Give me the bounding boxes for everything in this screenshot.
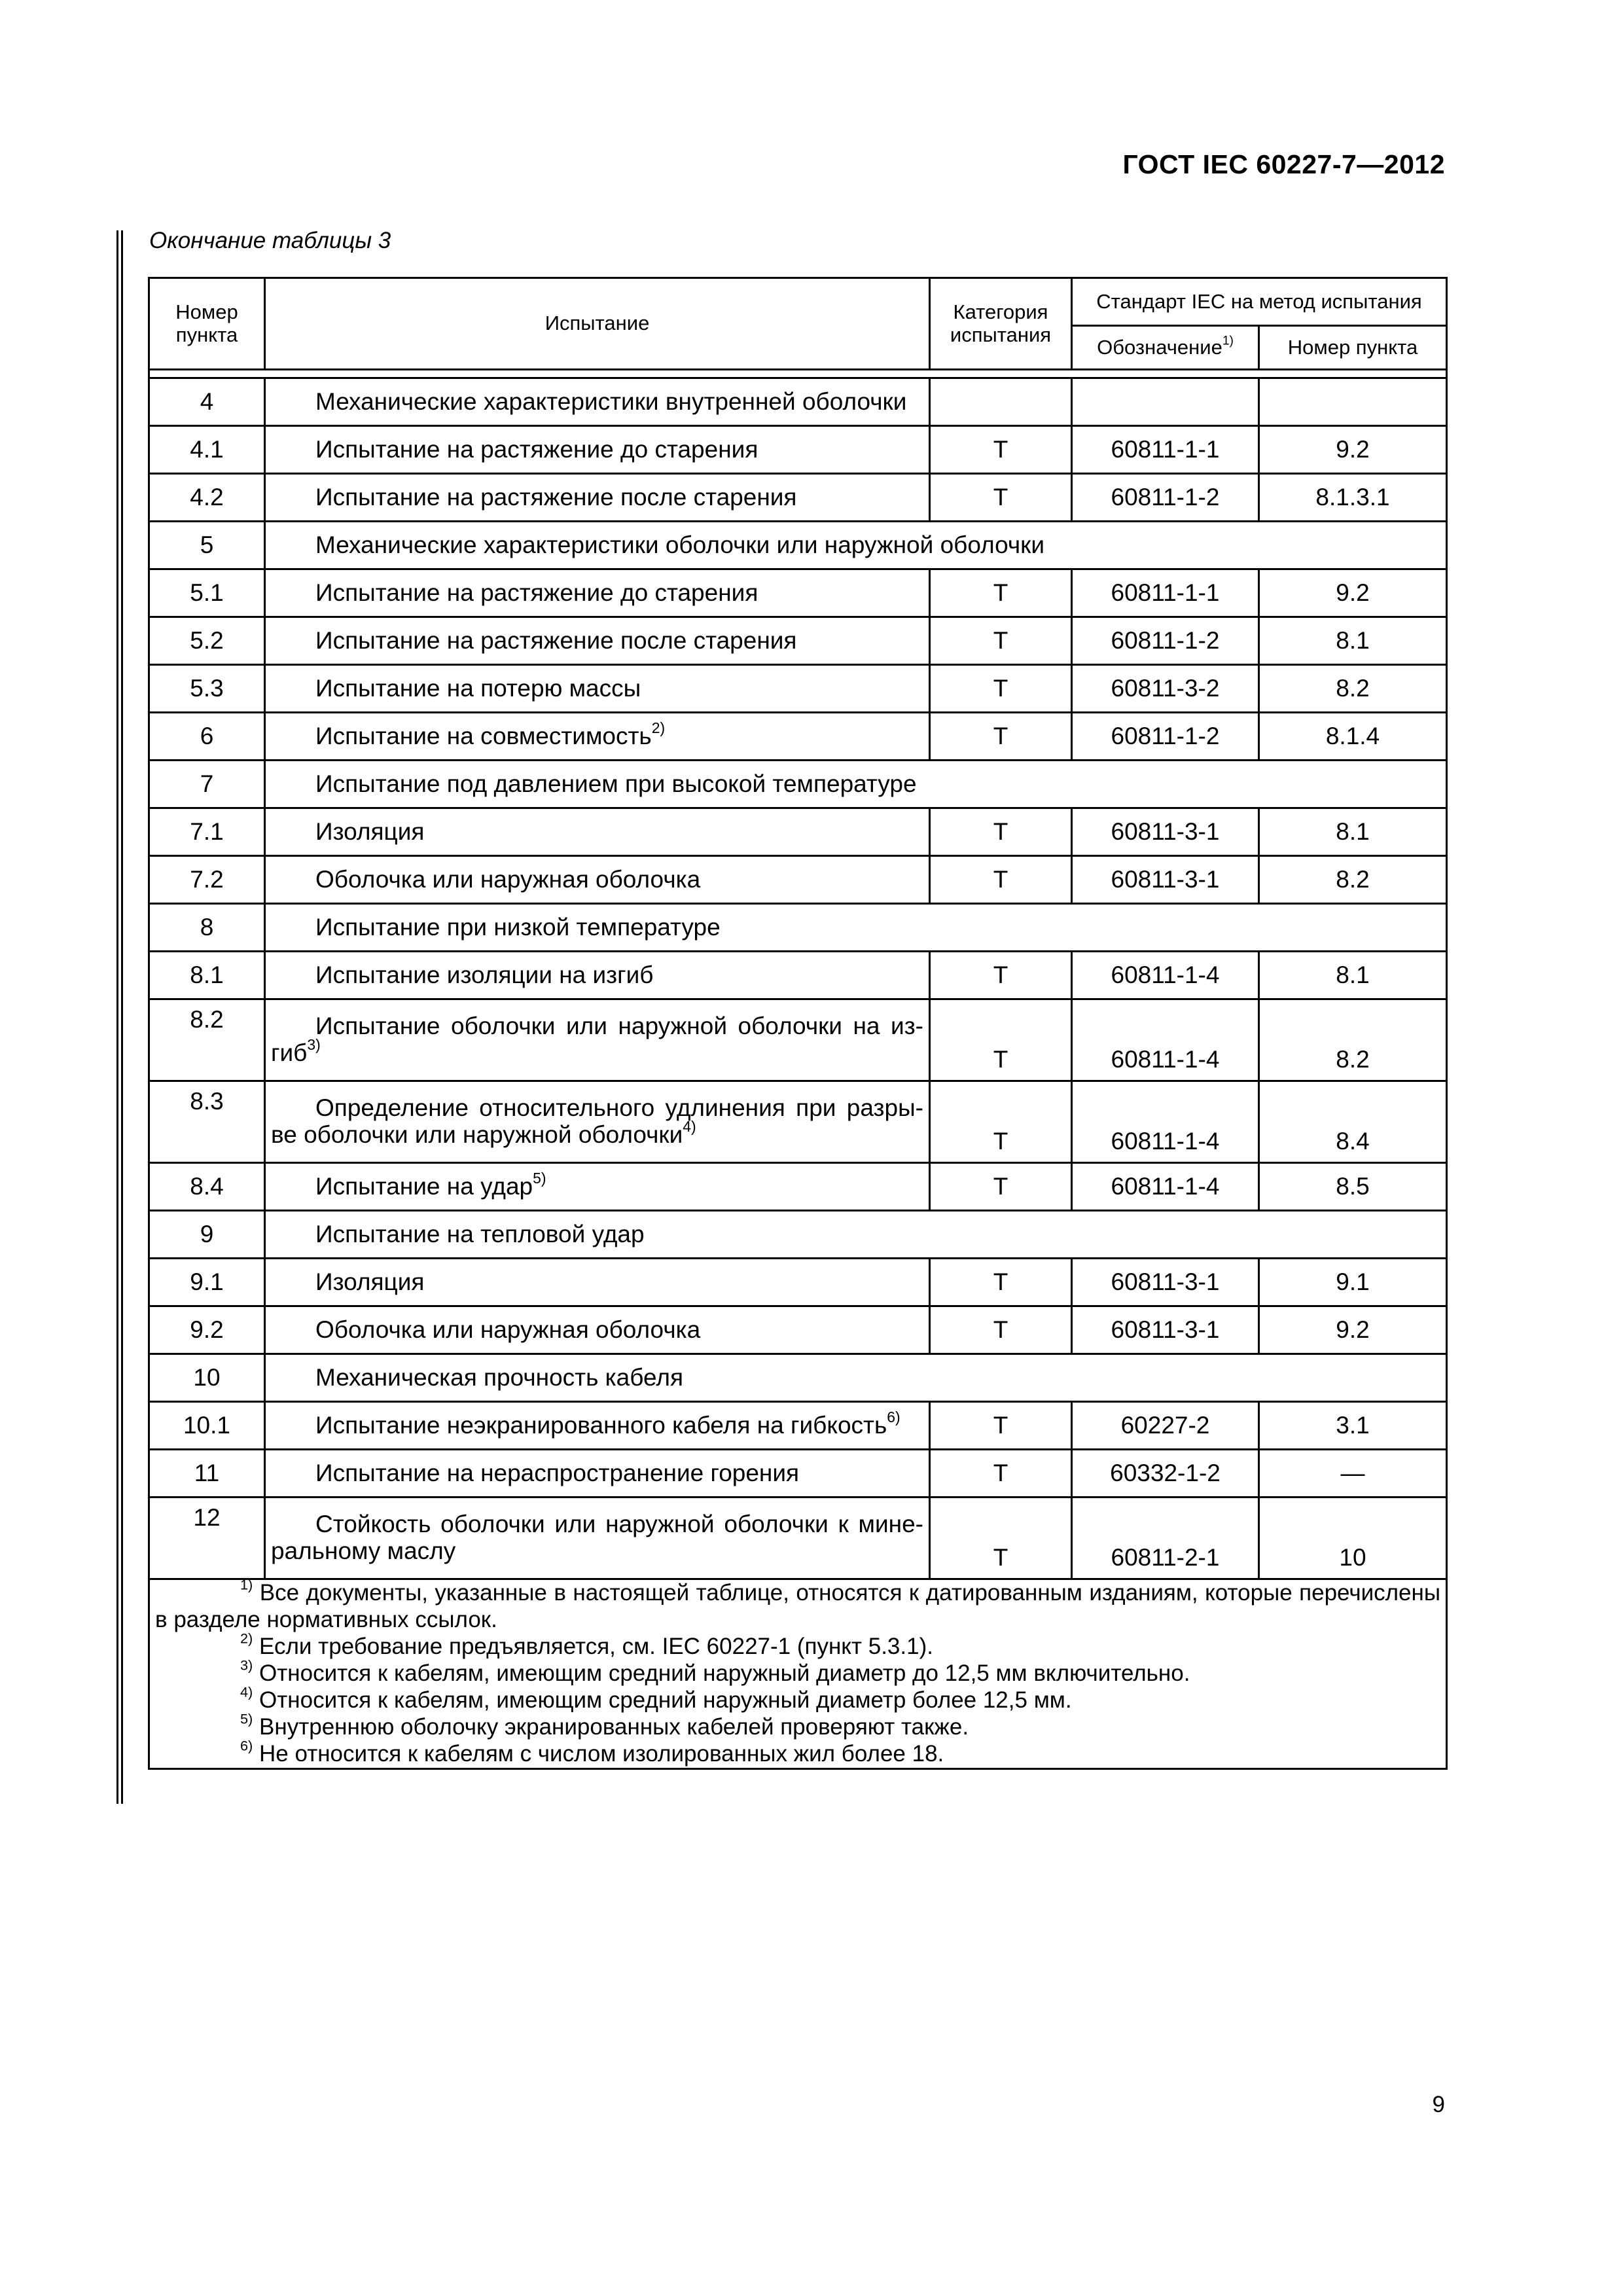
table-row <box>149 1081 1447 1163</box>
item-number: 10.1 <box>149 1402 265 1450</box>
test-name-text: Испытание на растяжение до старения <box>315 579 758 606</box>
footnote-mark: 3) <box>240 1657 253 1674</box>
test-name <box>265 808 930 856</box>
iec-designation: 60227-2 <box>1072 1402 1259 1450</box>
table-row <box>149 617 1447 665</box>
item-number: 8.3 <box>149 1081 265 1163</box>
footnote-mark: 1) <box>240 1576 253 1593</box>
test-name-text: Испытание на растяжение после старения <box>315 626 797 654</box>
table-notes <box>149 1576 1447 1769</box>
header-item-no: Номер пункта <box>149 278 265 370</box>
test-name-text: Изоляция <box>315 1268 425 1295</box>
table-row <box>149 665 1447 713</box>
test-name-text: Испытание при низкой температуре <box>315 913 721 941</box>
iec-designation: 60811-1-2 <box>1072 617 1259 665</box>
test-category: Т <box>930 1498 1072 1579</box>
footnote-text: Все документы, указанные в настоящей таблице, относятся к датированным изданиям, которые перечислены в разделе нормативных ссылок. <box>155 1580 1440 1632</box>
header-designation-footnote-mark: 1) <box>1222 334 1234 348</box>
test-name-text: Испытание на растяжение после старения <box>315 483 797 511</box>
item-number: 10 <box>149 1354 265 1402</box>
footnote-mark: 3) <box>307 1035 321 1053</box>
footnote-mark: 6) <box>240 1737 253 1754</box>
test-category: Т <box>930 952 1072 999</box>
table-row <box>149 1259 1447 1306</box>
header-clause: Номер пункта <box>1259 326 1447 370</box>
iec-clause: 8.1 <box>1259 808 1447 856</box>
test-name-text: Испытание на удар <box>315 1172 533 1200</box>
iec-clause: 8.4 <box>1259 1081 1447 1163</box>
table-group-row <box>149 1354 1447 1402</box>
test-name-text: Испытание неэкранированного кабеля на гибкость <box>315 1411 887 1439</box>
table-row <box>149 1498 1447 1579</box>
iec-clause: 8.1.3.1 <box>1259 474 1447 522</box>
test-category: Т <box>930 713 1072 761</box>
iec-clause: 9.2 <box>1259 426 1447 474</box>
iec-designation: 60811-3-2 <box>1072 665 1259 713</box>
test-name <box>265 1498 930 1579</box>
item-number: 9 <box>149 1211 265 1259</box>
footnote-text: Внутреннюю оболочку экранированных кабелей проверяют также. <box>259 1713 969 1740</box>
iec-clause: 8.1 <box>1259 617 1447 665</box>
item-number: 7.1 <box>149 808 265 856</box>
table-row <box>149 569 1447 617</box>
footnote-text: Относится к кабелям, имеющим средний наружный диаметр до 12,5 мм включительно. <box>259 1660 1190 1686</box>
header-iec-standard: Стандарт IEC на метод испытания <box>1072 278 1447 326</box>
test-name-text: Испытание под давлением при высокой температуре <box>315 770 917 797</box>
table-row <box>149 1450 1447 1498</box>
test-name-text: Испытание изоляции на изгиб <box>315 961 654 988</box>
item-number: 5.1 <box>149 569 265 617</box>
test-name <box>265 1163 930 1211</box>
table-row <box>149 713 1447 761</box>
footnote-text: Если требование предъявляется, см. IEC 60227-1 (пункт 5.3.1). <box>259 1633 933 1659</box>
revision-bar <box>116 230 123 1804</box>
test-name-text: Оболочка или наружная оболочка <box>315 865 701 893</box>
item-number: 4.1 <box>149 426 265 474</box>
test-name-text: Испытание на тепловой удар <box>315 1220 645 1247</box>
footnote <box>155 1630 1440 1660</box>
footnote <box>155 1737 1440 1768</box>
item-number: 11 <box>149 1450 265 1498</box>
test-name-text: Механические характеристики внутренней оболочки <box>315 387 907 415</box>
iec-designation: 60811-3-1 <box>1072 1259 1259 1306</box>
test-name <box>265 1306 930 1354</box>
test-name-text: Стойкость оболочки или наружной оболочки к минеральному маслу <box>271 1511 923 1564</box>
test-name-text: Механические характеристики оболочки или наружной оболочки <box>315 531 1045 558</box>
item-number: 9.1 <box>149 1259 265 1306</box>
item-number: 8.2 <box>149 999 265 1081</box>
iec-clause: 3.1 <box>1259 1402 1447 1450</box>
footnote-mark: 5) <box>533 1169 546 1187</box>
footnote <box>155 1657 1440 1687</box>
footnote-mark: 2) <box>651 719 666 736</box>
table-group-row <box>149 904 1447 952</box>
page-number: 9 <box>1432 2092 1445 2117</box>
item-number: 5 <box>149 522 265 569</box>
iec-clause <box>1259 378 1447 426</box>
iec-clause: — <box>1259 1450 1447 1498</box>
item-number: 4.2 <box>149 474 265 522</box>
iec-designation: 60811-1-2 <box>1072 713 1259 761</box>
test-name <box>265 904 1447 952</box>
header-designation-text: Обозначение <box>1097 335 1222 359</box>
test-category: Т <box>930 1081 1072 1163</box>
table-group-row <box>149 1211 1447 1259</box>
test-name <box>265 761 1447 808</box>
test-name <box>265 617 930 665</box>
item-number: 7.2 <box>149 856 265 904</box>
test-category: Т <box>930 808 1072 856</box>
test-category: Т <box>930 1163 1072 1211</box>
test-category: Т <box>930 1306 1072 1354</box>
test-name <box>265 1402 930 1450</box>
iec-designation: 60811-1-2 <box>1072 474 1259 522</box>
item-number: 6 <box>149 713 265 761</box>
test-name <box>265 1450 930 1498</box>
table-row <box>149 999 1447 1081</box>
test-category: Т <box>930 426 1072 474</box>
item-number: 7 <box>149 761 265 808</box>
iec-clause: 8.5 <box>1259 1163 1447 1211</box>
footnote-text: Не относится к кабелям с числом изолированных жил более 18. <box>259 1740 944 1767</box>
item-number: 5.3 <box>149 665 265 713</box>
test-name-text: Оболочка или наружная оболочка <box>315 1316 701 1343</box>
test-name <box>265 426 930 474</box>
table-group-row <box>149 378 1447 426</box>
notes-row <box>149 1579 1447 1769</box>
header-test: Испытание <box>265 278 930 370</box>
iec-designation: 60811-1-4 <box>1072 999 1259 1081</box>
table-row <box>149 952 1447 999</box>
item-number: 12 <box>149 1498 265 1579</box>
header-separator <box>149 370 1447 378</box>
iec-designation: 60811-1-4 <box>1072 1081 1259 1163</box>
footnote <box>155 1710 1440 1741</box>
iec-designation: 60811-3-1 <box>1072 1306 1259 1354</box>
test-name-text: Изоляция <box>315 817 425 845</box>
footnote <box>155 1683 1440 1714</box>
footnote <box>155 1576 1440 1634</box>
test-name <box>265 1211 1447 1259</box>
iec-clause: 9.2 <box>1259 1306 1447 1354</box>
test-name-text: Испытание на нераспространение горения <box>315 1459 800 1486</box>
iec-clause: 9.1 <box>1259 1259 1447 1306</box>
iec-designation: 60332-1-2 <box>1072 1450 1259 1498</box>
test-name <box>265 474 930 522</box>
footnote-mark: 4) <box>683 1117 696 1135</box>
iec-designation: 60811-3-1 <box>1072 856 1259 904</box>
iec-clause: 10 <box>1259 1498 1447 1579</box>
test-name-text: Испытание на растяжение до старения <box>315 435 758 463</box>
table-row <box>149 808 1447 856</box>
table-group-row <box>149 522 1447 569</box>
test-category: Т <box>930 999 1072 1081</box>
test-name <box>265 713 930 761</box>
test-name-text: Определение относительного удлинения при разрыве оболочки или наружной оболочки <box>271 1094 923 1148</box>
test-name <box>265 378 930 426</box>
test-category: Т <box>930 1259 1072 1306</box>
table-header-row <box>149 278 1447 326</box>
item-number: 8 <box>149 904 265 952</box>
header-designation <box>1072 326 1259 370</box>
test-name <box>265 1354 1447 1402</box>
iec-clause: 8.2 <box>1259 665 1447 713</box>
test-category: Т <box>930 665 1072 713</box>
test-category: Т <box>930 856 1072 904</box>
iec-designation <box>1072 378 1259 426</box>
test-category: Т <box>930 1450 1072 1498</box>
item-number: 5.2 <box>149 617 265 665</box>
test-name-text: Испытание на потерю массы <box>315 674 641 702</box>
iec-clause: 9.2 <box>1259 569 1447 617</box>
iec-clause: 8.1.4 <box>1259 713 1447 761</box>
test-name <box>265 569 930 617</box>
test-name-text: Механическая прочность кабеля <box>315 1363 684 1391</box>
table-group-row <box>149 761 1447 808</box>
test-category: Т <box>930 569 1072 617</box>
item-number: 8.4 <box>149 1163 265 1211</box>
iec-designation: 60811-3-1 <box>1072 808 1259 856</box>
table-row <box>149 1306 1447 1354</box>
test-category: Т <box>930 474 1072 522</box>
tests-table <box>148 277 1448 1770</box>
footnote-mark: 2) <box>240 1630 253 1647</box>
iec-clause: 8.2 <box>1259 999 1447 1081</box>
test-name <box>265 665 930 713</box>
table-row <box>149 856 1447 904</box>
test-name <box>265 522 1447 569</box>
test-name <box>265 1081 930 1163</box>
test-category: Т <box>930 617 1072 665</box>
test-name <box>265 1259 930 1306</box>
test-category <box>930 378 1072 426</box>
test-category: Т <box>930 1402 1072 1450</box>
iec-designation: 60811-1-1 <box>1072 569 1259 617</box>
iec-designation: 60811-1-4 <box>1072 952 1259 999</box>
footnote-mark: 4) <box>240 1683 253 1700</box>
test-name <box>265 952 930 999</box>
test-name-text: Испытание оболочки или наружной оболочки на изгиб <box>271 1013 923 1066</box>
iec-designation: 60811-2-1 <box>1072 1498 1259 1579</box>
document-code: ГОСТ IEC 60227-7—2012 <box>1122 149 1445 179</box>
table-row <box>149 426 1447 474</box>
footnote-text: Относится к кабелям, имеющим средний наружный диаметр более 12,5 мм. <box>259 1687 1072 1713</box>
test-name <box>265 999 930 1081</box>
table-row <box>149 1402 1447 1450</box>
footnote-mark: 6) <box>887 1408 901 1426</box>
test-name-text: Испытание на совместимость <box>315 722 652 749</box>
test-name <box>265 856 930 904</box>
item-number: 9.2 <box>149 1306 265 1354</box>
iec-designation: 60811-1-1 <box>1072 426 1259 474</box>
item-number: 4 <box>149 378 265 426</box>
table-row <box>149 474 1447 522</box>
table-row <box>149 1163 1447 1211</box>
footnote-mark: 5) <box>240 1710 253 1727</box>
item-number: 8.1 <box>149 952 265 999</box>
header-category: Категория испытания <box>930 278 1072 370</box>
iec-clause: 8.2 <box>1259 856 1447 904</box>
table-caption: Окончание таблицы 3 <box>149 228 391 253</box>
iec-designation: 60811-1-4 <box>1072 1163 1259 1211</box>
iec-clause: 8.1 <box>1259 952 1447 999</box>
